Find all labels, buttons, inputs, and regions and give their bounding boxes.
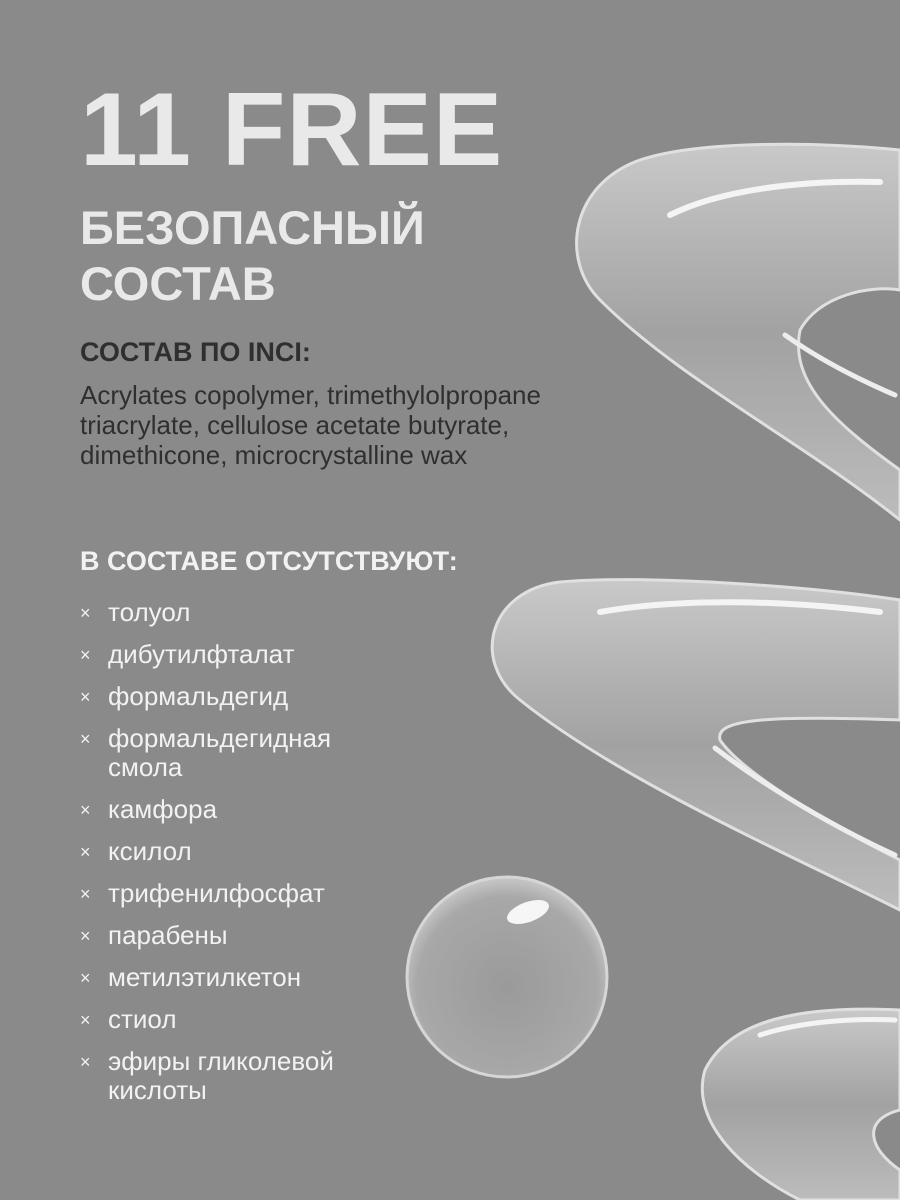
- cross-bullet-icon: ×: [80, 1052, 91, 1072]
- subheadline-line-1: БЕЗОПАСНЫЙ: [80, 201, 425, 254]
- list-item-label: парабены: [108, 920, 228, 950]
- cross-bullet-icon: ×: [80, 842, 91, 862]
- cross-bullet-icon: ×: [80, 968, 91, 988]
- list-item-label: камфора: [108, 794, 218, 824]
- gel-swoosh-bottom: [702, 1009, 900, 1200]
- list-item: [80, 837, 410, 866]
- cross-bullet-icon: ×: [80, 1010, 91, 1030]
- list-item-label: ксилол: [108, 836, 192, 866]
- list-item-label: дибутилфталат: [108, 639, 295, 669]
- list-item: [80, 598, 410, 627]
- list-item-label: трифенилфосфат: [108, 878, 325, 908]
- cross-bullet-icon: ×: [80, 800, 91, 820]
- headline: 11 FREE: [80, 72, 504, 188]
- subheadline: [80, 200, 640, 312]
- gel-swoosh-middle: [492, 580, 900, 910]
- absent-ingredients-list: [80, 598, 410, 1118]
- list-item: [80, 682, 410, 711]
- cross-bullet-icon: ×: [80, 884, 91, 904]
- list-item-label: формальдегид: [108, 681, 289, 711]
- inci-ingredients: Acrylates copolymer, trimethylolpropane triacrylate, cellulose acetate butyrate, dimethicone, microcrystalline wax: [80, 380, 541, 470]
- cross-bullet-icon: ×: [80, 603, 91, 623]
- cross-bullet-icon: ×: [80, 645, 91, 665]
- list-item-label: эфиры гликолевой кислоты: [108, 1046, 334, 1105]
- cross-bullet-icon: ×: [80, 729, 91, 749]
- inci-title: СОСТАВ ПО INCI:: [80, 337, 311, 367]
- list-item: [80, 1005, 410, 1034]
- text-content: [80, 72, 640, 1105]
- list-item-label: стиол: [108, 1004, 177, 1034]
- subheadline-line-2: СОСТАВ: [80, 257, 276, 310]
- list-item: [80, 1047, 410, 1105]
- cross-bullet-icon: ×: [80, 926, 91, 946]
- list-item: [80, 640, 410, 669]
- cross-bullet-icon: ×: [80, 687, 91, 707]
- gel-drop: [407, 877, 607, 1077]
- absent-title: В СОСТАВЕ ОТСУТСТВУЮТ:: [80, 546, 458, 576]
- list-item: [80, 879, 410, 908]
- list-item-label: метилэтилкетон: [108, 962, 302, 992]
- list-item: [80, 795, 410, 824]
- list-item: [80, 963, 410, 992]
- list-item-label: формальдегидная смола: [108, 723, 332, 782]
- list-item: [80, 921, 410, 950]
- list-item: [80, 724, 410, 782]
- list-item-label: толуол: [108, 597, 191, 627]
